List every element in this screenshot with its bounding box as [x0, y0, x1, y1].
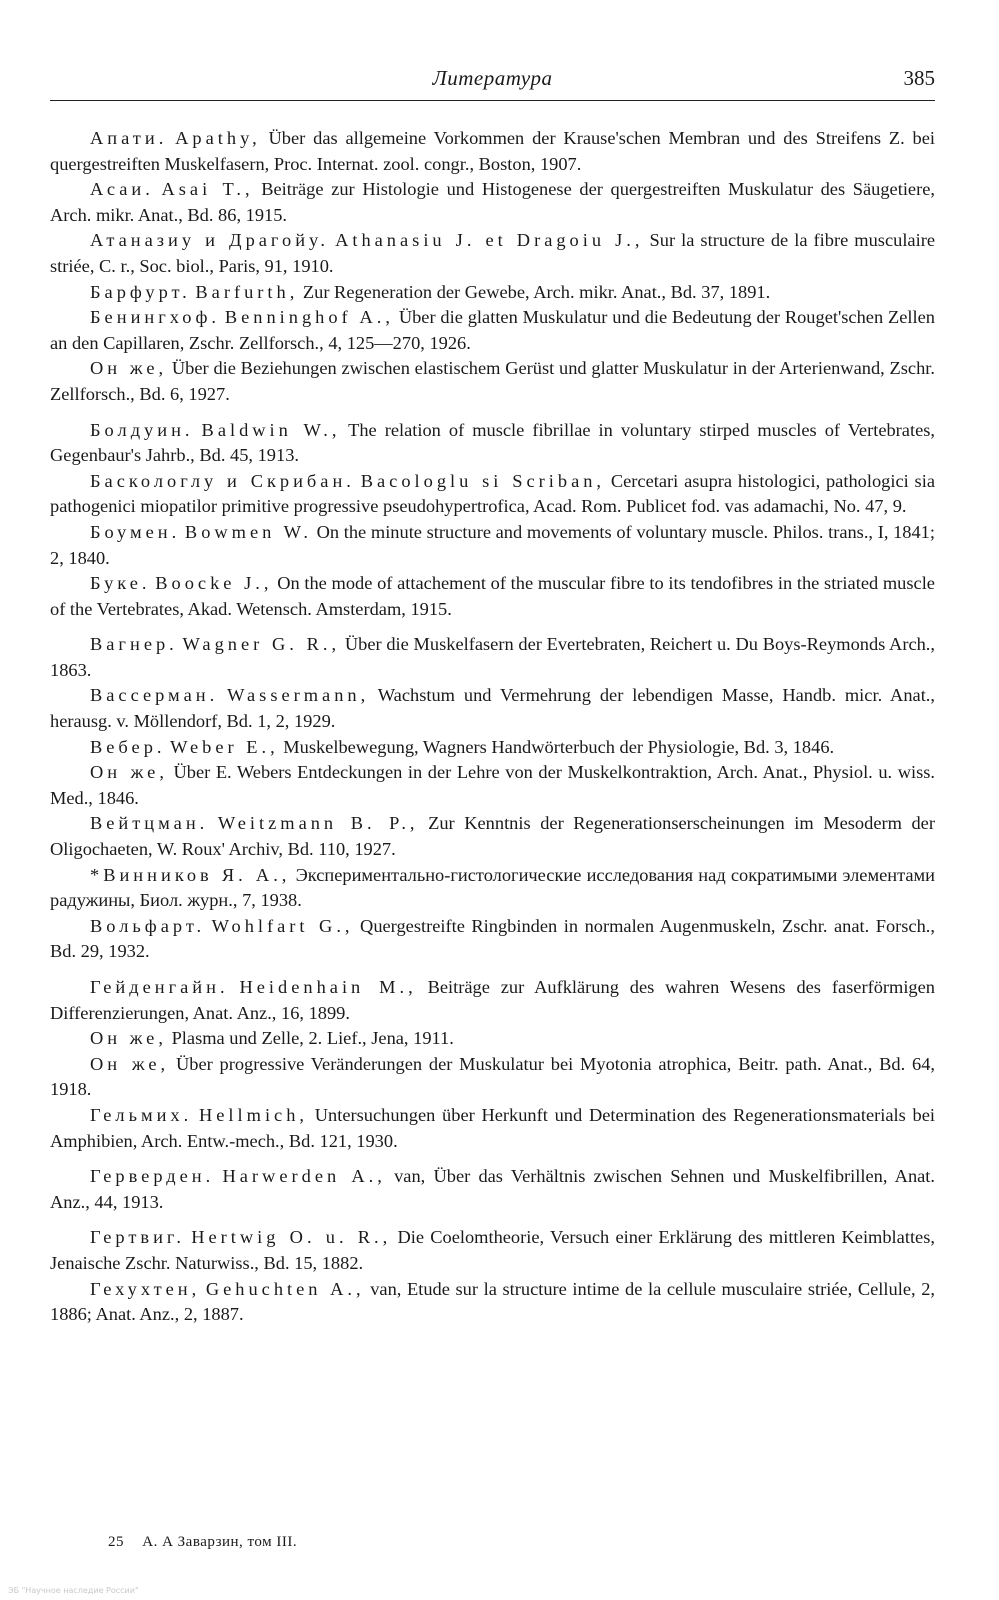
author-latin: Bacologlu si Scriban,	[360, 470, 606, 491]
reference-text: Zur Kenntnis der Regenerationserscheinungen im Mesoderm der Oligochaeten, W. Roux' Archiv, Bd. 110, 1927.	[50, 813, 935, 860]
reference-text: Die Coelomtheorie, Versuch einer Erklärung des mittleren Keimblattes, Jenaische Zschr. Naturwiss., Bd. 15, 1882.	[50, 1227, 935, 1273]
reference-entry	[50, 126, 935, 177]
reference-text: Zur Regeneration der Gewebe, Arch. mikr. Anat., Bd. 37, 1891.	[302, 281, 771, 302]
reference-text: The relation of muscle fibrillae in voluntary stirped muscles of Vertebrates, Gegenbaur's Jahrb., Bd. 45, 1913.	[50, 419, 935, 466]
reference-text: van, Etude sur la structure intime de la cellule musculaire striée, Cellule, 2, 1886; Anat. Anz., 2, 1887.	[50, 1278, 935, 1325]
reference-text: van, Über das Verhältnis zwischen Sehnen und Muskelfibrillen, Anat. Anz., 44, 1913.	[50, 1166, 936, 1212]
reference-text: Über das allgemeine Vorkommen der Krause'schen Membran und des Streifens Z. bei quergestreiften Muskelfasern, Proc. Internat. zool. congr., Boston, 1907.	[50, 128, 935, 174]
reference-entry	[50, 356, 935, 407]
signature-mark: 25	[108, 1534, 124, 1550]
reference-text: On the mode of attachement of the muscular fibre to its tendofibres in the striated muscle of the Vertebrates, Akad. Wetensch. Amsterdam, 1915.	[50, 573, 935, 619]
author-russian: Апати.	[90, 128, 168, 148]
author-russian: *Винников Я. А.,	[90, 864, 291, 885]
running-title: Литература	[432, 66, 553, 90]
reference-entry	[50, 305, 935, 356]
reference-entry	[50, 418, 935, 469]
reference-entry	[50, 520, 935, 571]
reference-entry	[50, 863, 935, 914]
reference-entry	[50, 632, 935, 683]
author-latin: Weber E.,	[170, 736, 279, 757]
author-latin: Asai T.,	[161, 179, 254, 200]
reference-text: Über die Muskelfasern der Evertebraten, Reichert u. Du Boys-Reymonds Arch., 1863.	[50, 634, 935, 680]
author-russian: Боумен.	[90, 521, 181, 542]
reference-entry	[50, 683, 935, 734]
reference-text: Beiträge zur Aufklärung des wahren Wesens des faserförmigen Differenzierungen, Anat. Anz., 16, 1899.	[50, 977, 935, 1023]
author-latin: Athanasiu J. et Dragoiu J.,	[335, 230, 644, 251]
author-russian: Вагнер.	[90, 634, 178, 655]
reference-entry	[50, 1277, 935, 1328]
author-russian: Буке.	[90, 573, 151, 594]
reference-text: Sur la structure de la fibre musculaire striée, C. r., Soc. biol., Paris, 91, 1910.	[50, 230, 935, 276]
author-latin: Benninghof A.,	[224, 307, 394, 328]
author-russian: Гервердeн.	[90, 1166, 215, 1187]
author-russian: Атаназиу и Драгойу.	[90, 230, 330, 251]
author-latin: Boocke J.,	[155, 573, 273, 594]
reference-text: Cercetari asupra histologici, pathologici sia pathogenici miopatilor primitive progressive pseudohypertrofica, Acad. Rom. Publicet fod. vas adamachi, No. 47, 9.	[50, 470, 935, 517]
author-latin: Baldwin W.,	[201, 419, 341, 440]
reference-entry	[50, 914, 935, 965]
author-latin: Hertwig O. u. R.,	[191, 1227, 392, 1248]
author-latin: Wagner G. R.,	[182, 634, 341, 655]
footer-text: А. А Заварзин, том III.	[142, 1534, 298, 1550]
header-rule	[50, 100, 935, 101]
author-russian: Бенингхоф.	[90, 307, 220, 328]
reference-text: Über progressive Veränderungen der Muskulatur bei Myotonia atrophica, Beitr. path. Anat., Bd. 64, 1918.	[50, 1053, 935, 1100]
author-russian: Барфурт.	[90, 281, 191, 302]
reference-entry	[50, 228, 935, 279]
reference-text: Über E. Webers Entdeckungen in der Lehre von der Muskelkontraktion, Arch. Anat., Physiol. u. wiss. Med., 1846.	[50, 762, 935, 808]
reference-text: Über die Beziehungen zwischen elastischem Gerüst und glatter Muskulatur in der Arterienwand, Zschr. Zellforsch., Bd. 6, 1927.	[50, 358, 935, 404]
reference-entry	[50, 975, 935, 1026]
reference-entry	[50, 469, 935, 520]
author-russian: Баскологлу и Скрибан.	[90, 470, 355, 491]
reference-entry	[50, 571, 935, 622]
author-latin: Heidenhain M.,	[239, 977, 417, 997]
reference-entry	[50, 280, 935, 306]
reference-text: Untersuchungen über Herkunft und Determination des Regenerationsmaterials bei Amphibien, Arch. Entw.-mech., Bd. 121, 1930.	[50, 1104, 935, 1151]
reference-text: Beiträge zur Histologie und Histogenese der quergestreiften Muskulatur des Säugetiere, Arch. mikr. Anat., Bd. 86, 1915.	[50, 179, 935, 225]
author-latin: Gehuchten A.,	[205, 1278, 365, 1299]
author-latin: Apathy,	[175, 128, 261, 148]
reference-text: Wachstum und Vermehrung der lebendigen Masse, Handb. micr. Anat., herausg. v. Möllendorf, Bd. 1, 2, 1929.	[50, 685, 935, 732]
author-russian: Гельмих.	[90, 1104, 193, 1125]
reference-entry	[50, 1225, 935, 1276]
author-latin: Harwerden A.,	[222, 1166, 386, 1187]
author-russian: Гертвиг.	[90, 1227, 185, 1248]
watermark: ЭБ "Научное наследие России"	[8, 1586, 139, 1595]
reference-list	[50, 126, 935, 1328]
reference-entry	[50, 760, 935, 811]
reference-text: Экспериментально-гистологические исследования над сократимыми элементами радужины, Биол. журн., 7, 1938.	[50, 864, 935, 911]
author-russian: Он же,	[90, 1028, 167, 1049]
author-russian: Он же,	[90, 762, 168, 783]
author-russian: Вейтцман.	[90, 813, 209, 834]
reference-entry	[50, 811, 935, 862]
author-russian: Он же,	[90, 1053, 170, 1074]
author-latin: Weitzmann B. P.,	[217, 813, 419, 834]
author-russian: Вольфарт.	[90, 915, 206, 936]
author-russian: Он же,	[90, 358, 168, 379]
reference-entry	[50, 1103, 935, 1154]
author-russian: Гехухтен,	[90, 1278, 201, 1299]
author-russian: Болдуин.	[90, 419, 194, 440]
reference-text: Muskelbewegung, Wagners Handwörterbuch der Physiologie, Bd. 3, 1846.	[283, 736, 835, 757]
author-latin: Barfurth,	[195, 281, 299, 302]
reference-entry	[50, 735, 935, 761]
author-russian: Вебер.	[90, 736, 166, 757]
author-russian: Асаи.	[90, 179, 154, 200]
author-latin: Hellmich,	[198, 1104, 309, 1125]
author-latin: Bowmen W.	[184, 521, 312, 542]
author-russian: Вассерман.	[90, 685, 219, 706]
reference-text: On the minute structure and movements of voluntary muscle. Philos. trans., I, 1841; 2, 1840.	[50, 521, 935, 568]
reference-entry	[50, 1026, 935, 1052]
reference-text: Quergestreifte Ringbinden in normalen Augenmuskeln, Zschr. anat. Forsch., Bd. 29, 1932.	[50, 915, 935, 962]
page-number: 385	[903, 66, 935, 90]
author-latin: Wassermann,	[227, 685, 370, 706]
page-header	[50, 66, 935, 96]
reference-entry	[50, 1164, 935, 1215]
page-footer	[108, 1534, 297, 1551]
reference-text: Über die glatten Muskulatur und die Bedeutung der Rouget'schen Zellen an den Capillaren, Zschr. Zellforsch., 4, 125—270, 1926.	[50, 307, 935, 353]
author-latin: Wohlfart G.,	[211, 915, 354, 936]
reference-entry	[50, 177, 935, 228]
author-russian: Гейденгайн.	[90, 977, 229, 997]
reference-text: Plasma und Zelle, 2. Lief., Jena, 1911.	[171, 1028, 454, 1049]
reference-entry	[50, 1052, 935, 1103]
